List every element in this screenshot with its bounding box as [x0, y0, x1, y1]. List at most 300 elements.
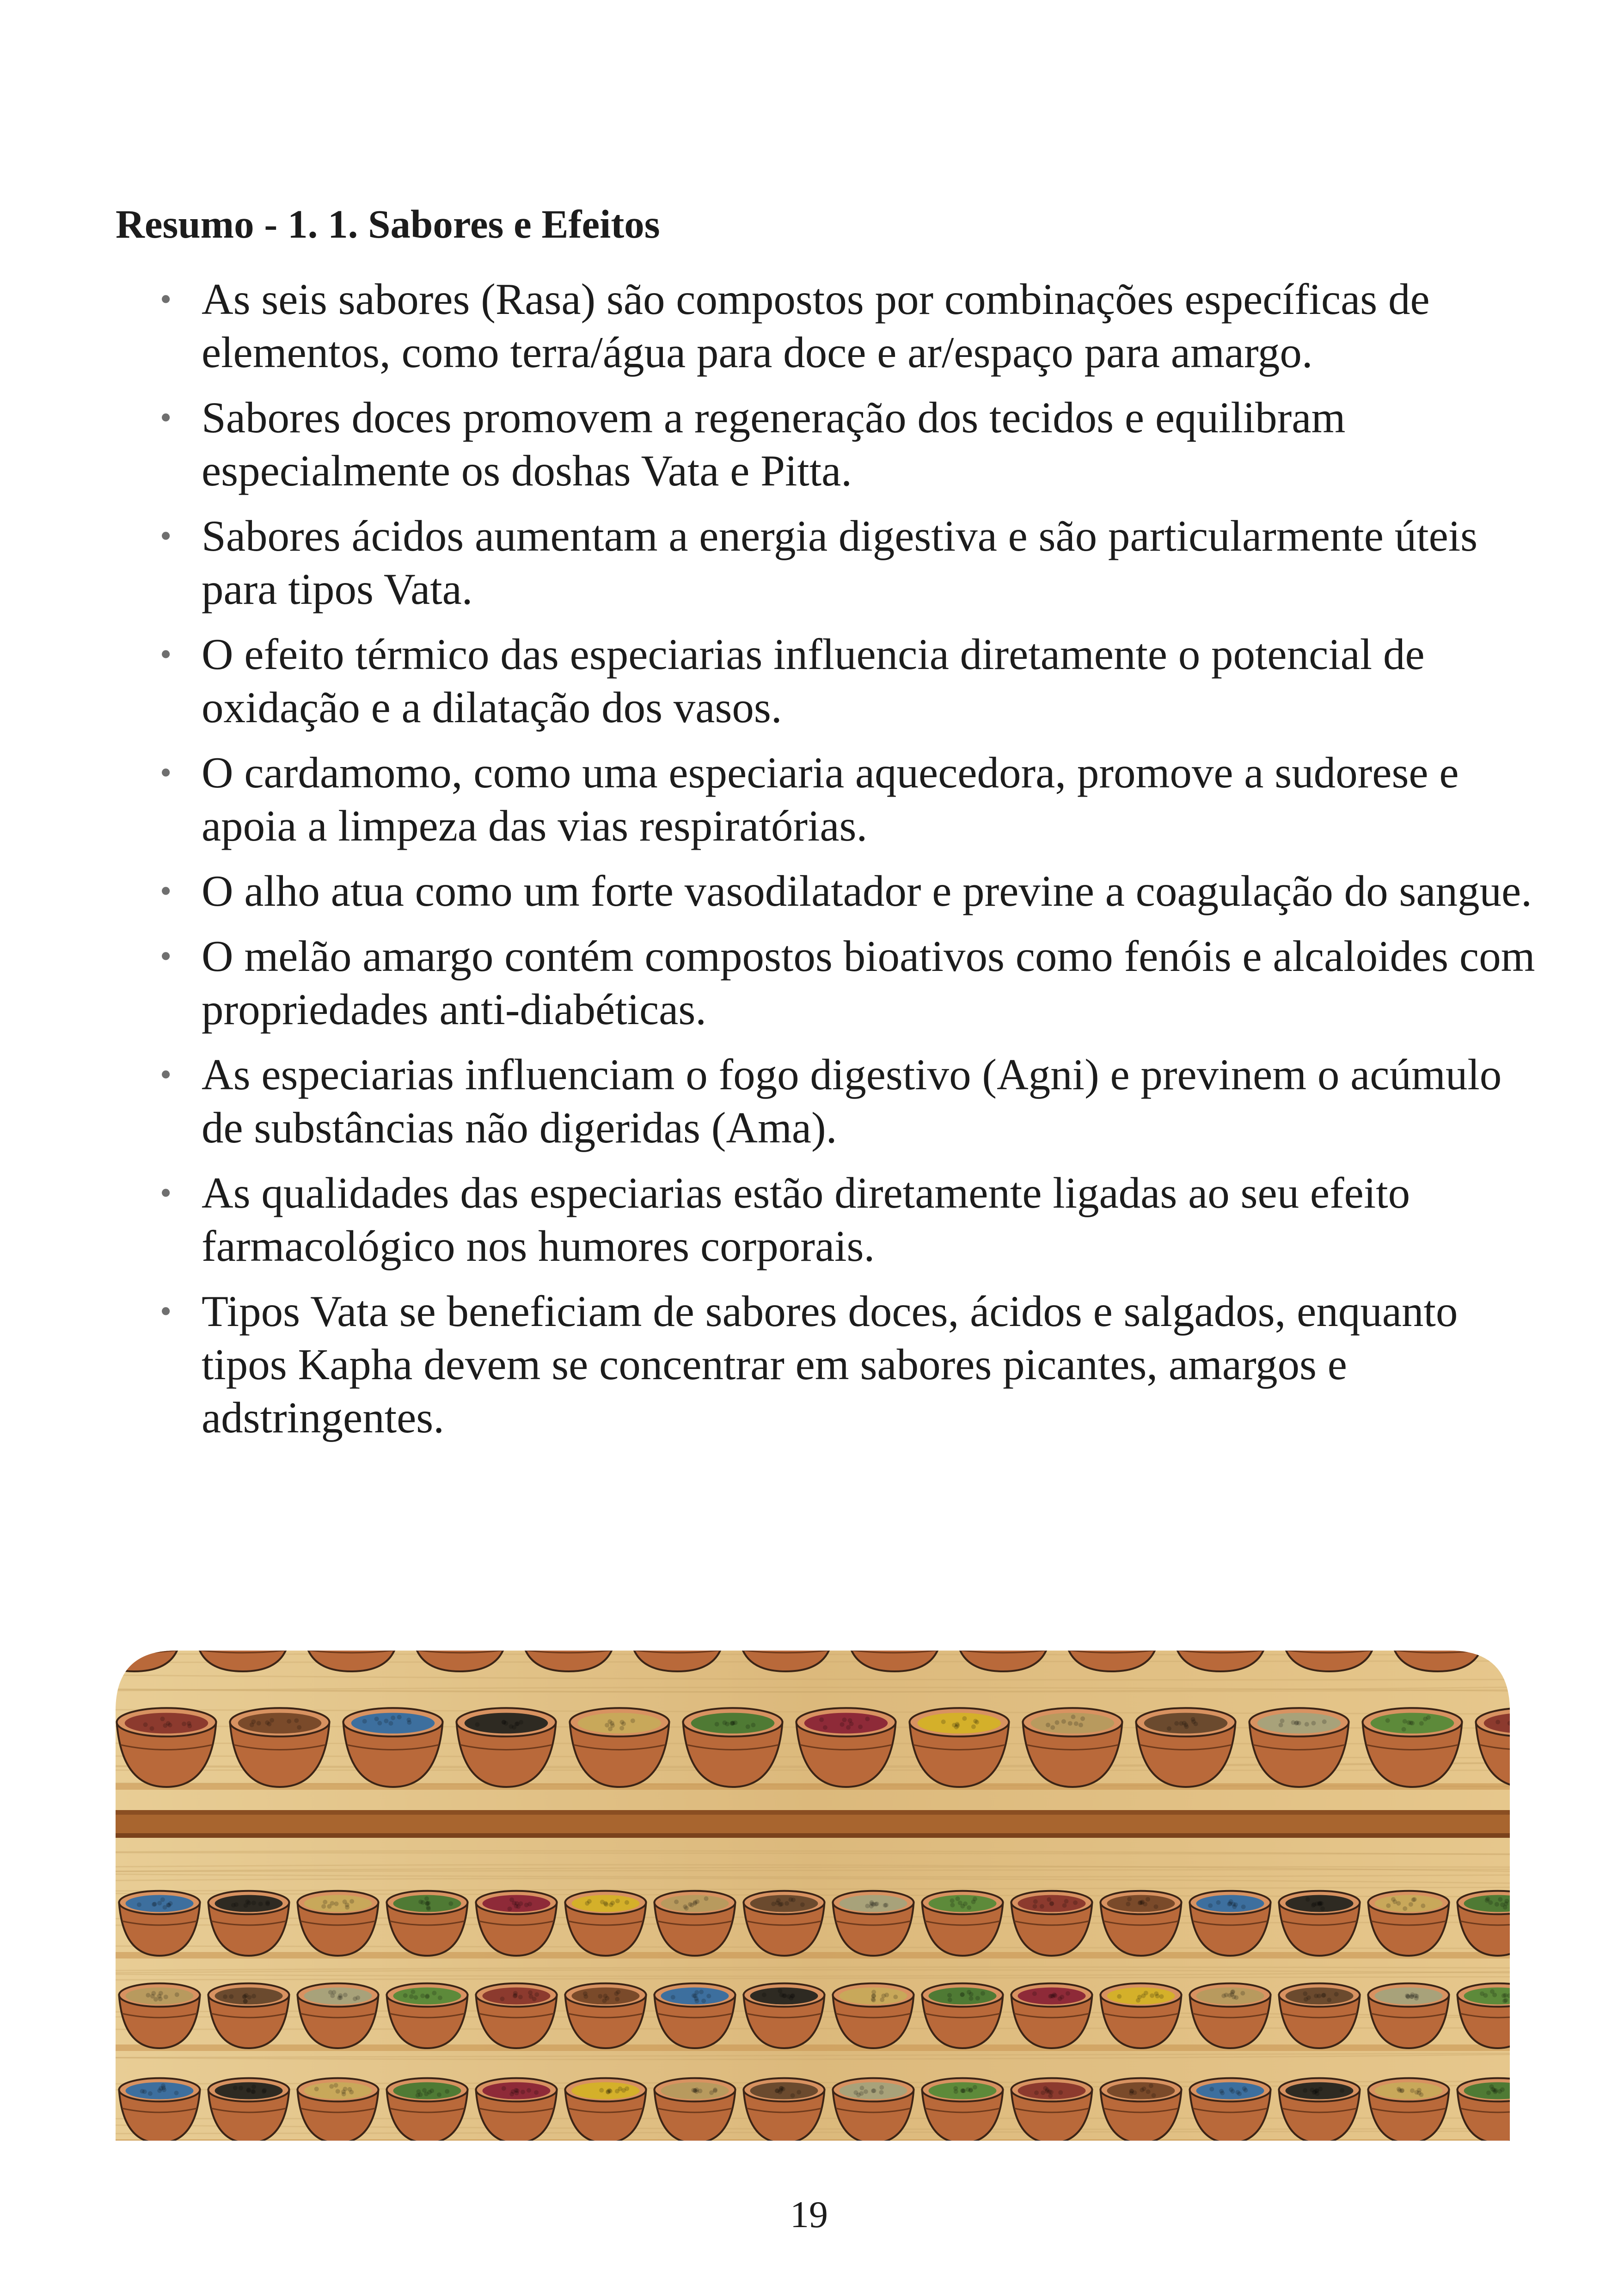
spice-grain — [514, 2088, 518, 2093]
spice-grain — [244, 1903, 248, 1908]
spice-grain — [1340, 2088, 1344, 2093]
spice-grain — [950, 1903, 955, 1907]
spice-grain — [1280, 1719, 1285, 1723]
spice-grain — [625, 1900, 629, 1905]
spice-grain — [1127, 1897, 1132, 1901]
spice-grain — [865, 1717, 870, 1721]
spice-grain — [963, 1902, 968, 1906]
spice-grain — [182, 1722, 186, 1726]
spice-grain — [1492, 1993, 1497, 1997]
spice-grain — [265, 1720, 270, 1725]
summary-list-item — [160, 930, 1542, 1036]
spice-grain — [715, 1722, 719, 1726]
spice-grain — [884, 1993, 889, 1997]
spice-grain — [893, 1995, 898, 1999]
spice-grain — [1117, 1994, 1122, 1999]
spice-grain — [429, 2088, 434, 2093]
spice-grain — [160, 1897, 165, 1902]
spice-grain — [1495, 1902, 1499, 1907]
spice-grain — [859, 2091, 864, 2096]
spice-grain — [1385, 1718, 1390, 1723]
spice-grain — [1146, 1897, 1150, 1902]
spice-grain — [953, 2086, 958, 2091]
spice-grain — [1243, 2088, 1248, 2093]
spice-grain — [1410, 1995, 1414, 1999]
spice-grain — [947, 1993, 952, 1997]
spice-grain — [1138, 1900, 1143, 1905]
spice-grain — [532, 1997, 537, 2001]
spice-grain — [518, 1995, 523, 1999]
spice-grain — [1317, 1994, 1322, 1998]
summary-list-item — [160, 510, 1542, 616]
spice-grain — [1497, 2089, 1502, 2094]
spice-grain — [1150, 1993, 1154, 1998]
spice-grain — [1159, 1994, 1164, 1999]
spice-grain — [1229, 2087, 1233, 2092]
spice-grain — [784, 1901, 789, 1906]
spice-grain — [384, 1719, 388, 1723]
spice-grain — [527, 2088, 531, 2093]
spice-grain — [969, 1992, 974, 1996]
spice-grain — [871, 1990, 876, 1995]
spice-grain — [846, 1725, 851, 1730]
spice-grain — [251, 2089, 256, 2094]
spice-grain — [1032, 1991, 1037, 1996]
spice-grain — [1219, 2089, 1224, 2093]
spice-grain — [233, 2086, 238, 2090]
spice-grain — [287, 1719, 291, 1724]
spice-grain — [418, 1899, 423, 1904]
spice-grain — [534, 1992, 539, 1997]
spice-grain — [884, 1903, 889, 1907]
spice-grain — [797, 2090, 801, 2094]
spice-grain — [791, 2093, 795, 2098]
spice-grain — [321, 1904, 326, 1909]
spice-grain — [974, 1720, 979, 1725]
spice-grain — [962, 1716, 967, 1721]
spice-grain — [1386, 1903, 1391, 1908]
bullet-mark: • — [160, 1293, 172, 1330]
spice-grain — [297, 1725, 301, 1730]
spice-grain — [1305, 1897, 1310, 1902]
spice-grain — [606, 2090, 610, 2094]
spice-grain — [701, 1999, 706, 2003]
spice-grain — [1129, 2091, 1134, 2096]
spice-grain — [694, 1990, 699, 1995]
spice-grain — [294, 1718, 299, 1723]
spice-grain — [1318, 2087, 1323, 2091]
bullet-mark: • — [160, 636, 172, 673]
spice-grain — [840, 1722, 845, 1727]
spice-grain — [599, 2088, 604, 2093]
spice-grain — [1154, 1991, 1158, 1996]
spice-grain — [941, 1719, 946, 1724]
spice-heap — [1375, 2082, 1443, 2100]
summary-item-text: Sabores ácidos aumentam a energia digestiva e são particularmente úteis para tipos Vata. — [202, 511, 1478, 614]
spice-heap — [929, 1895, 997, 1912]
spice-grain — [1403, 1719, 1407, 1724]
spice-grain — [872, 2088, 876, 2093]
spice-grain — [722, 1720, 727, 1725]
spice-grain — [853, 2090, 858, 2095]
spice-grain — [1074, 1721, 1079, 1726]
spice-grain — [1141, 1994, 1146, 1998]
spice-grain — [879, 2090, 883, 2095]
spice-grain — [426, 1905, 430, 1910]
spice-grain — [1303, 2088, 1307, 2093]
summary-item-text: As especiarias influenciam o fogo digestivo (Agni) e previnem o acúmulo de substâncias não digeridas (Ama). — [202, 1050, 1502, 1152]
summary-list-item — [160, 273, 1542, 379]
spice-grain — [713, 2088, 717, 2093]
spice-grain — [336, 2089, 340, 2093]
spice-grain — [1061, 1719, 1066, 1724]
spice-grain — [513, 1994, 517, 1998]
summary-item-text: O efeito térmico das especiarias influencia diretamente o potencial de oxidação e a dilatação dos vasos. — [202, 630, 1425, 732]
spice-grain — [842, 1718, 847, 1722]
summary-item-text: O alho atua como um forte vasodilatador e previne a coagulação do sangue. — [202, 866, 1532, 915]
spice-grain — [973, 2085, 977, 2089]
spice-grain — [270, 1718, 274, 1723]
spice-grain — [779, 2086, 784, 2091]
spice-grain — [1279, 1723, 1283, 1727]
spice-grain — [775, 2088, 779, 2093]
spice-grain — [600, 1900, 605, 1904]
spice-grain — [1403, 1906, 1407, 1911]
summary-list-item — [160, 1048, 1542, 1154]
spice-grain — [1053, 1993, 1057, 1998]
spice-grain — [158, 1997, 163, 2001]
spice-grain — [1049, 1902, 1054, 1906]
spice-grain — [1241, 1904, 1246, 1909]
spice-grain — [615, 2089, 619, 2093]
spice-grain — [143, 1722, 148, 1727]
spice-grain — [512, 1725, 516, 1730]
bullet-mark: • — [160, 872, 172, 909]
spice-grain — [1417, 2088, 1422, 2093]
spice-grain — [869, 1900, 874, 1905]
spice-grain — [800, 1903, 805, 1907]
spice-grain — [349, 2090, 354, 2094]
spice-grain — [731, 1721, 735, 1725]
spice-grain — [981, 1991, 985, 1995]
spice-grain — [615, 1899, 620, 1903]
spice-grain — [338, 1995, 343, 2000]
spice-grain — [1423, 1717, 1428, 1721]
summary-item-text: Tipos Vata se beneficiam de sabores doces, ácidos e salgados, enquanto tipos Kapha devem se concentrar em sabores picantes, amargos e adstringentes. — [202, 1287, 1458, 1442]
bullet-mark: • — [160, 938, 172, 975]
summary-list-item — [160, 746, 1542, 853]
spice-grain — [778, 1902, 783, 1907]
spice-grain — [508, 1907, 512, 1911]
spice-grain — [1167, 1726, 1171, 1731]
spice-grain — [975, 1996, 980, 2001]
spice-grain — [1080, 1716, 1085, 1721]
spice-grain — [1396, 1901, 1401, 1906]
spice-grain — [1142, 2087, 1146, 2091]
spice-grain — [377, 1721, 382, 1725]
summary-item-text: As seis sabores (Rasa) são compostos por combinações específicas de elementos, como terra/água para doce e ar/espaço para amargo. — [202, 275, 1430, 377]
spice-bowl — [1500, 1651, 1510, 1671]
spice-grain — [1208, 1903, 1213, 1908]
spice-grain — [1322, 1993, 1326, 1997]
spice-grain — [1294, 1720, 1299, 1725]
spice-grain — [1146, 2089, 1151, 2094]
spice-grain — [1322, 1719, 1327, 1724]
spice-grain — [416, 2089, 421, 2094]
spice-grain — [406, 1718, 411, 1722]
spice-grain — [509, 2092, 514, 2096]
spice-grain — [164, 1995, 168, 1999]
spice-grain — [251, 1994, 256, 1998]
spice-grain — [1406, 1720, 1411, 1725]
summary-item-text: O melão amargo contém compostos bioativos como fenóis e alcaloides com propriedades anti-diabéticas. — [202, 932, 1535, 1034]
spice-grain — [962, 2088, 966, 2093]
shelf-beam-edge — [116, 1833, 1510, 1838]
shelf-beam-edge — [116, 1810, 1510, 1815]
spice-grain — [1504, 1899, 1509, 1903]
spice-grain — [967, 1905, 971, 1910]
spice-grain — [409, 1994, 414, 1999]
spice-grain — [250, 1723, 254, 1727]
spice-grain — [1047, 1897, 1051, 1902]
spice-grain — [1058, 2090, 1063, 2095]
spice-grain — [534, 2090, 539, 2095]
bullet-mark: • — [160, 1174, 172, 1211]
spice-grain — [1500, 1903, 1505, 1907]
spice-grain — [858, 1725, 863, 1729]
summary-list-item — [160, 1166, 1542, 1273]
spice-grain — [771, 1902, 776, 1906]
spice-grain — [762, 1993, 766, 1997]
summary-item-text: Sabores doces promovem a regeneração dos tecidos e equilibram especialmente os doshas Vata e Pitta. — [202, 393, 1346, 495]
summary-list-item — [160, 1285, 1542, 1444]
spice-grain — [424, 1897, 429, 1901]
spice-grain — [1046, 1723, 1050, 1727]
spice-bowls-illustration — [116, 1651, 1510, 2141]
spice-grain — [751, 1723, 755, 1727]
spice-grain — [1311, 1721, 1316, 1725]
spice-grain — [432, 1991, 436, 1995]
spice-grain — [1503, 1993, 1508, 1998]
spice-grain — [137, 1903, 141, 1907]
spice-grain — [500, 1996, 504, 2001]
spice-grain — [791, 1897, 796, 1902]
bullet-mark: • — [160, 281, 172, 318]
spice-grain — [502, 2086, 506, 2091]
spice-grain — [353, 1996, 357, 2001]
spice-grain — [1066, 1991, 1070, 1996]
spice-grain — [329, 2084, 334, 2089]
spice-grain — [391, 1715, 395, 1720]
summary-item-text: As qualidades das especiarias estão diretamente ligadas ao seu efeito farmacológico nos humores corporais. — [202, 1168, 1410, 1271]
spice-grain — [779, 1993, 784, 1997]
spice-grain — [1315, 1902, 1319, 1906]
spice-grain — [330, 1901, 335, 1906]
spice-grain — [160, 1717, 165, 1721]
spice-grain — [694, 1999, 699, 2003]
spice-grain — [231, 1903, 236, 1908]
spice-grain — [610, 1721, 614, 1725]
spice-grain — [879, 2085, 884, 2090]
spice-grain — [251, 2084, 256, 2089]
spice-grain — [258, 1902, 263, 1906]
spice-grain — [1079, 1723, 1083, 1727]
spice-grain — [864, 2089, 868, 2094]
spice-grain — [1304, 1997, 1308, 2001]
spice-grain — [152, 1902, 156, 1907]
spice-grain — [243, 1999, 247, 2004]
spice-grain — [514, 1904, 518, 1909]
spice-grain — [168, 1723, 172, 1727]
spice-grain — [153, 1997, 158, 2001]
spice-grain — [265, 1900, 270, 1905]
spice-grain — [819, 1718, 824, 1722]
spice-grain — [1179, 1721, 1183, 1726]
spice-grain — [693, 2088, 697, 2093]
spice-heap — [804, 1713, 888, 1734]
spice-grain — [871, 1994, 876, 1998]
bullet-mark: • — [160, 399, 172, 436]
spice-grain — [1235, 2090, 1240, 2094]
bowl-band — [1504, 1651, 1510, 1653]
spice-grain — [142, 2089, 147, 2094]
spice-grain — [362, 1719, 367, 1724]
spice-grain — [875, 1902, 879, 1906]
spice-grain — [242, 1994, 247, 1999]
spice-grain — [1194, 1722, 1198, 1726]
spice-grain — [157, 1901, 162, 1905]
spice-grain — [229, 1994, 233, 1999]
spice-grain — [971, 1900, 976, 1904]
spice-grain — [1040, 1904, 1044, 1909]
spice-grain — [1493, 2089, 1497, 2094]
spice-grain — [823, 1725, 827, 1730]
spice-heap — [578, 1713, 662, 1734]
spice-grain — [1184, 1725, 1189, 1729]
spice-grain — [1050, 1725, 1055, 1730]
spice-grain — [159, 1991, 163, 1995]
spice-grain — [403, 1993, 408, 1998]
spice-grain — [619, 1726, 624, 1731]
spice-grain — [605, 1723, 609, 1727]
spice-grain — [1305, 1722, 1309, 1726]
spice-grain — [871, 1998, 876, 2002]
spice-grain — [1048, 2093, 1053, 2098]
spice-grain — [693, 1900, 698, 1904]
spice-grain — [1071, 1714, 1075, 1719]
spice-grain — [413, 1995, 418, 2000]
spice-grain — [1191, 1717, 1195, 1722]
spice-grain — [168, 1901, 173, 1906]
spice-grain — [865, 1903, 870, 1908]
spice-grain — [314, 2087, 319, 2091]
spice-grain — [698, 2089, 702, 2093]
spice-grain — [148, 2091, 153, 2096]
spice-grain — [1310, 2087, 1314, 2092]
spice-grain — [1231, 1902, 1236, 1906]
spice-grain — [515, 1721, 520, 1726]
spice-grain — [583, 1991, 588, 1996]
spice-grain — [1399, 2088, 1404, 2093]
spice-grain — [1149, 2083, 1153, 2088]
spice-grain — [1320, 1906, 1325, 1911]
spice-grain — [621, 1721, 626, 1726]
spice-grain — [683, 1904, 687, 1909]
spice-grain — [146, 1993, 150, 1997]
spice-grain — [1498, 1897, 1502, 1902]
spice-grain — [776, 1898, 781, 1903]
spice-grain — [1410, 2088, 1415, 2093]
spice-grain — [151, 1991, 156, 1995]
spice-grain — [615, 1997, 619, 2001]
spice-grain — [334, 1902, 339, 1906]
spice-grain — [425, 1901, 429, 1906]
spice-grain — [343, 2087, 348, 2091]
spice-grain — [1136, 1998, 1140, 2003]
spice-grain — [1034, 2090, 1039, 2095]
spice-grain — [952, 1723, 956, 1727]
spice-grain — [956, 1897, 960, 1901]
spice-heap — [750, 1895, 818, 1912]
spice-grain — [1045, 2087, 1050, 2092]
spice-grain — [445, 2089, 449, 2093]
spice-grain — [1411, 1897, 1416, 1902]
spice-grain — [1064, 1899, 1068, 1903]
spice-grain — [503, 1721, 508, 1725]
spice-grain — [528, 1990, 533, 1995]
spice-heap — [1375, 1895, 1443, 1912]
spice-grain — [1126, 1902, 1130, 1906]
spice-grain — [631, 1719, 635, 1723]
spice-grain — [706, 1994, 711, 1998]
spice-grain — [1033, 1899, 1038, 1904]
spice-grain — [1041, 2090, 1045, 2095]
spice-grain — [778, 1989, 782, 1993]
spice-grain — [150, 1726, 154, 1731]
spice-grain — [1502, 1999, 1507, 2003]
spice-grain — [475, 1722, 479, 1727]
spice-grain — [1230, 1992, 1234, 1997]
spice-grain — [175, 1992, 179, 1997]
spice-grain — [1480, 1991, 1484, 1996]
spice-grain — [1303, 1991, 1307, 1996]
spice-grain — [587, 1899, 592, 1903]
bullet-mark: • — [160, 754, 172, 791]
spice-grain — [438, 1995, 442, 2000]
spice-grain — [246, 2088, 251, 2093]
bullet-mark: • — [160, 1056, 172, 1093]
spice-grain — [1152, 2093, 1156, 2098]
spice-grain — [966, 2087, 970, 2092]
spice-grain — [1421, 1903, 1425, 1908]
spice-grain — [334, 2083, 338, 2087]
spice-grain — [251, 1901, 256, 1905]
spice-grain — [509, 1897, 514, 1902]
spice-grain — [950, 1898, 955, 1903]
spice-grain — [1409, 1902, 1413, 1907]
spice-grain — [671, 1995, 675, 2000]
spice-grain — [161, 2083, 165, 2088]
spice-heap — [393, 2082, 461, 2100]
spice-grain — [374, 1717, 379, 1721]
spice-grain — [411, 1989, 415, 1994]
spice-grain — [1486, 2090, 1491, 2095]
spice-heap — [572, 2082, 640, 2100]
spice-grain — [397, 1715, 402, 1719]
spice-grain — [1406, 1994, 1410, 1999]
spice-grain — [598, 1994, 602, 1999]
spice-grain — [859, 2086, 864, 2090]
